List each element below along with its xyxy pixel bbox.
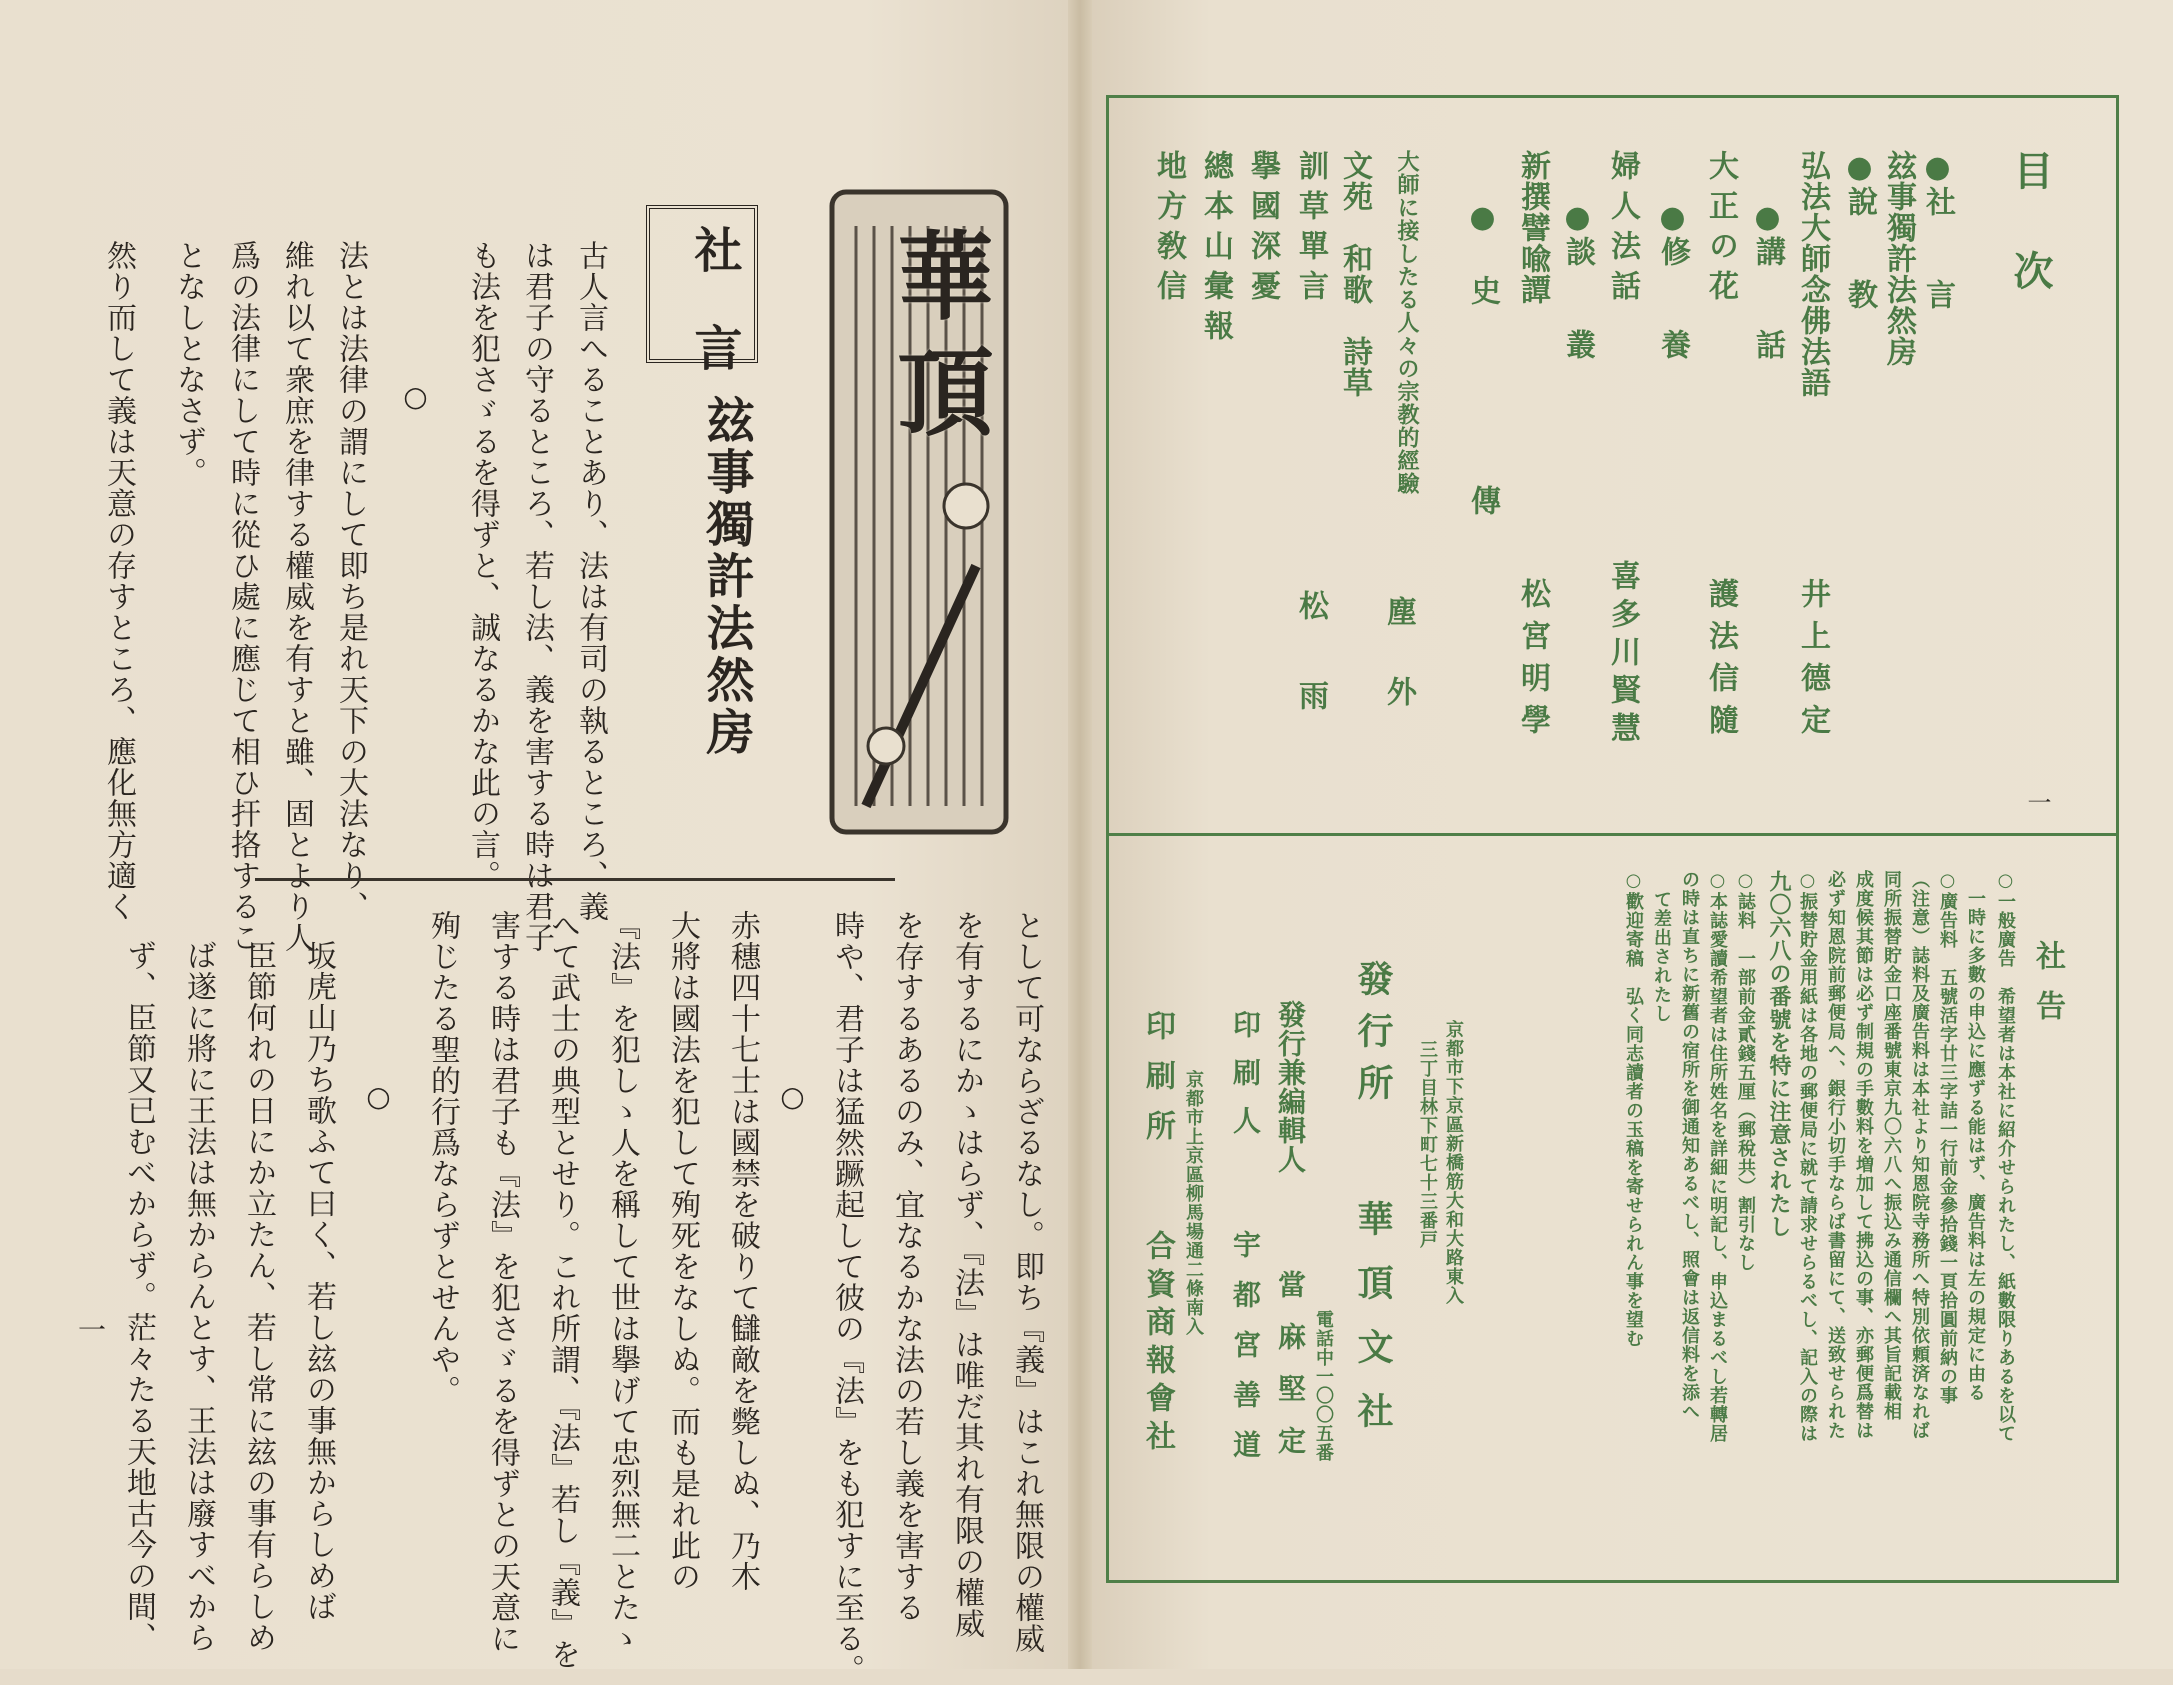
toc-author: 松雨 <box>1293 590 1328 770</box>
toc-item: 地方敎信 <box>1151 150 1186 310</box>
kacho-emblem <box>826 186 1012 838</box>
lower-column-4: 時や、君子は猛然蹶起して彼の『法』をも犯すに至る。 <box>829 910 864 1685</box>
toc-author: 松宮明學 <box>1515 578 1550 746</box>
lower-column-14: ば遂に將に王法は無からんとす、王法は廢すべから <box>181 940 216 1653</box>
right-page-number: 一 <box>2023 790 2051 815</box>
publisher-address: 三丁目林下町七十三番戸 <box>1417 1040 1438 1249</box>
toc-item: ●史 傳 <box>1465 200 1500 555</box>
toc-item: 大正の花 <box>1703 150 1738 310</box>
toc-author: 喜多川賢慧 <box>1605 560 1640 750</box>
section-mark: ○ <box>776 1080 809 1114</box>
lower-column-12: 坂虎山乃ち歌ふて曰く、若し玆の事無からしめば <box>301 940 336 1622</box>
notice-column: て差出されたし <box>1651 890 1672 1023</box>
publisher-label: 發行所 <box>1352 960 1394 1116</box>
toc-item: 新撰譬喩譚 <box>1515 150 1550 305</box>
book-spine <box>1068 0 1092 1669</box>
lower-column-1: として可ならざるなし。即ち『義』はこれ無限の權威 <box>1009 910 1044 1654</box>
publisher-phone: 電話中一〇〇五番 <box>1313 1310 1334 1462</box>
lower-column-7: 『法』を犯しゝ人を稱して世は擧げて忠烈無二とたゝ <box>605 910 640 1654</box>
upper-column-6: 爲の法律にして時に從ひ處に應じて相ひ扞挌するこ <box>225 240 260 953</box>
toc-heading: 目 次 <box>2007 150 2054 300</box>
left-page-number: 一 <box>74 1315 107 1344</box>
publisher-address: 京都市下京區新橋筋大和大路東入 <box>1443 1020 1464 1305</box>
toc-item: ●社 言 <box>1920 150 1955 310</box>
toc-item: ●談 叢 <box>1560 200 1595 360</box>
toc-item: 玆事獨許法然房 <box>1881 150 1916 367</box>
notice-column: ○歡迎寄稿 弘く同志讀者の玉稿を寄せられん事を望む <box>1623 870 1644 1348</box>
section-title: 社 言 <box>686 225 742 372</box>
toc-item: ●說 教 <box>1842 150 1877 310</box>
toc-author: 井上德定 <box>1795 578 1830 746</box>
print-shop-label: 印刷所 <box>1140 1010 1175 1160</box>
notice-column: の時は直ちに新舊の宿所を御通知あるべし、照會は返信料を添へ <box>1679 870 1700 1421</box>
notice-column: ○一般廣告 希望者は本社に紹介せられたし、紙數限りあるを以て <box>1995 870 2016 1443</box>
lower-column-9: 害する時は君子も『法』を犯さゞるを得ずとの天意に <box>485 910 520 1654</box>
article-title: 玆事獨許法然房 <box>698 395 754 759</box>
toc-item: 弘法大師念佛法語 <box>1795 150 1830 398</box>
printer-name: 宇都宮善道 <box>1229 1230 1262 1480</box>
section-title-box <box>646 205 758 372</box>
section-mark: ○ <box>362 1080 395 1114</box>
toc-author: 塵外 <box>1381 596 1416 756</box>
section-mark: ○ <box>399 380 432 414</box>
toc-item: ●修 養 <box>1655 200 1690 360</box>
publisher-name: 華頂文社 <box>1352 1200 1394 1456</box>
notice-column: ○振替貯金用紙は各地の郵便局に就て請求せらるべし、記入の際は <box>1797 870 1818 1443</box>
notice-column: 必ず知恩院前郵便局へ、銀行小切手ならば書留にて、送致せられた <box>1825 870 1846 1440</box>
lower-column-5: 赤穗四十七士は國禁を破りて讎敵を斃しぬ、乃木 <box>725 910 760 1592</box>
notice-column: ○本誌愛讀希望者は住所姓名を詳細に明記し、申込まるべし若轉居 <box>1707 870 1728 1443</box>
notice-heading: 社告 <box>2030 940 2065 1040</box>
horizontal-rule <box>255 878 895 881</box>
editor-name: 當麻堅定 <box>1274 1270 1307 1478</box>
toc-item: 文苑 和歌 詩草 <box>1337 150 1372 398</box>
toc-item: 擧國深憂 <box>1245 150 1280 310</box>
lower-column-6: 大將は國法を犯して殉死をなしぬ。而も是れ此の <box>665 910 700 1592</box>
upper-column-5: 維れ以て衆庶を律する權威を有すと雖、固とより人 <box>279 240 314 953</box>
upper-column-2: は君子の守るところ、若し法、義を害する時は君子 <box>519 240 554 953</box>
toc-item: 大師に接したる人々の宗教的經驗 <box>1394 150 1420 495</box>
lower-column-3: を存するあるのみ、宜なるかな法の若し義を害する <box>889 910 924 1623</box>
lower-column-2: を有するにかゝはらず、『法』は唯だ其れ有限の權威 <box>949 910 984 1639</box>
notice-column: 九〇六八の番號を特に注意されたし <box>1766 870 1792 1238</box>
upper-column-3: も法を犯さゞるを得ずと、誠なるかな此の言。 <box>465 240 500 891</box>
upper-column-1: 古人言へることあり、法は有司の執るところ、義 <box>573 240 608 922</box>
emblem-text: 華頂 <box>882 226 995 458</box>
notice-column: 同所振替貯金口座番號東京九〇六八へ振込み通信欄へ其旨記載相 <box>1881 870 1902 1421</box>
toc-item: 訓草單言 <box>1293 150 1328 310</box>
lower-column-15: ず、臣節又已むべからず。茫々たる天地古今の間、 <box>121 940 156 1653</box>
upper-column-8: 然り而して義は天意の存すところ、應化無方適く <box>101 240 136 922</box>
frame-divider <box>1106 833 2119 836</box>
notice-column: （注意）誌料及廣告料は本社より知恩院寺務所へ特別依頼済なれば <box>1909 870 1930 1440</box>
upper-column-7: となしとなさず。 <box>171 240 206 488</box>
lower-column-8: へて武士の典型とせり。これ所謂、『法』若し『義』を <box>545 910 580 1670</box>
notice-column: 一時に多數の申込に應ずる能はず、廣告料は左の規定に由る <box>1965 870 1986 1402</box>
lower-column-13: 臣節何れの日にか立たん、若し常に玆の事有らしめ <box>241 940 276 1653</box>
print-shop-name: 合資商報會社 <box>1140 1230 1175 1458</box>
notice-column: ○廣告料 五號活字廿三字詰一行前金參拾錢一頁拾圓前納の事 <box>1937 870 1958 1405</box>
toc-item: 總本山彙報 <box>1198 150 1233 350</box>
notice-column: ○誌料 一部前金貳錢五厘（郵稅共）割引なし <box>1735 870 1756 1272</box>
print-shop-address: 京都市上京區柳馬場通二條南入 <box>1183 1070 1204 1336</box>
editor-label: 發行兼編輯人 <box>1274 1000 1307 1174</box>
toc-item: 婦人法話 <box>1605 150 1640 310</box>
toc-item: ●講 話 <box>1750 200 1785 360</box>
printer-label: 印刷人 <box>1229 1010 1262 1154</box>
notice-column: 成度候其節は必ず制規の手數料を増加して拂込の事、亦郵便爲替は <box>1853 870 1874 1440</box>
upper-column-4: 法とは法律の謂にして即ち是れ天下の大法なり、 <box>333 240 368 922</box>
lower-column-10: 殉じたる聖的行爲ならずとせんや。 <box>425 910 460 1406</box>
toc-author: 護法信隨 <box>1703 578 1738 746</box>
